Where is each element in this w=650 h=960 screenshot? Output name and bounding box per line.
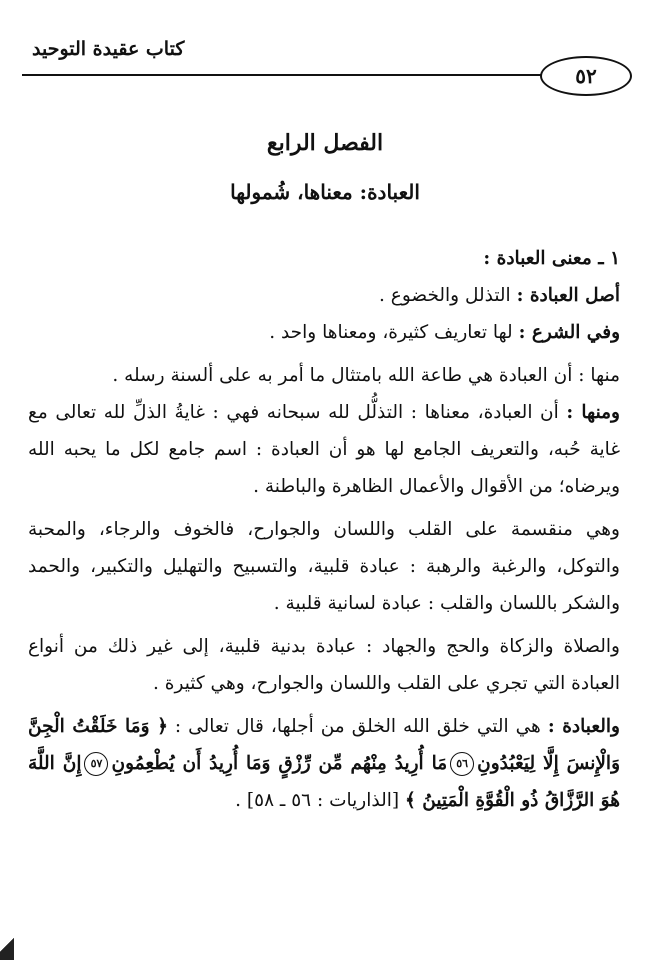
- purpose-label: والعبادة :: [547, 716, 620, 737]
- purpose-text: هي التي خلق الله الخلق من أجلها، قال تعالى :: [167, 716, 548, 737]
- body-text: [28, 240, 620, 819]
- header-divider-line: [22, 74, 542, 76]
- paragraph-definition-2: [28, 394, 620, 505]
- page-corner-mark: [0, 930, 14, 960]
- def2-label: ومنها :: [566, 402, 620, 423]
- quran-verse-57: مَا أُرِيدُ مِنْهُم مِّن رِّزْقٍ وَمَا أُرِيدُ أَن يُطْعِمُونِ: [111, 753, 448, 774]
- paragraph-origin: [28, 277, 620, 314]
- def1-label: منها :: [578, 365, 620, 386]
- ayah-number-57-icon: ٥٧: [84, 752, 108, 776]
- chapter-title: الفصل الرابع: [266, 130, 384, 156]
- verse-citation: [الذاريات : ٥٦ ـ ٥٨] .: [235, 790, 405, 811]
- chapter-subtitle: العبادة: معناها، شُمولها: [230, 180, 420, 204]
- paragraph-definition-1: [28, 357, 620, 394]
- page-number: ٥٢: [575, 64, 597, 88]
- def2-text: أن العبادة، معناها : التذلُّل لله سبحانه فهي : غايةُ الذلِّ لله تعالى مع غاية حُبه، والتعريف الجامع لها هو أن العبادة : اسم جامع لكل ما يحبه الله ويرضاه؛ من الأقوال والأعمال الظاهرة والباطنة .: [28, 402, 620, 497]
- origin-text: التذلل والخضوع .: [379, 285, 517, 306]
- quran-verse-58: إِنَّ اللَّهَ هُوَ الرَّزَّاقُ ذُو الْقُوَّةِ الْمَتِينُ ﴾: [28, 753, 620, 811]
- paragraph-physical: والصلاة والزكاة والحج والجهاد : عبادة بدنية قلبية، إلى غير ذلك من أنواع العبادة التي تجري على القلب واللسان والجوارح، وهي كثيرة .: [28, 636, 620, 694]
- sharia-label: وفي الشرع :: [518, 322, 620, 343]
- paragraph-division: وهي منقسمة على القلب واللسان والجوارح، فالخوف والرجاء، والمحبة والتوكل، والرغبة والرهبة : عبادة قلبية، والتسبيح والتهليل والتكبير، والحمد والشكر باللسان والقلب : عبادة لسانية قلبية .: [28, 519, 620, 614]
- sharia-text: لها تعاريف كثيرة، ومعناها واحد .: [269, 322, 519, 343]
- ayah-number-56-icon: ٥٦: [450, 752, 474, 776]
- section-heading: ١ ـ معنى العبادة :: [483, 248, 620, 269]
- page-number-oval: [540, 56, 632, 96]
- origin-label: أصل العبادة :: [516, 285, 620, 306]
- paragraph-purpose: [28, 708, 620, 819]
- def1-text: أن العبادة هي طاعة الله بامتثال ما أمر به على ألسنة رسله .: [112, 365, 579, 386]
- paragraph-sharia: [28, 314, 620, 351]
- running-header-book-title: كتاب عقيدة التوحيد: [32, 38, 185, 60]
- quran-verse-56: ﴿ وَمَا خَلَقْتُ الْجِنَّ وَالْإِنسَ إِلَّا لِيَعْبُدُونِ: [28, 716, 620, 774]
